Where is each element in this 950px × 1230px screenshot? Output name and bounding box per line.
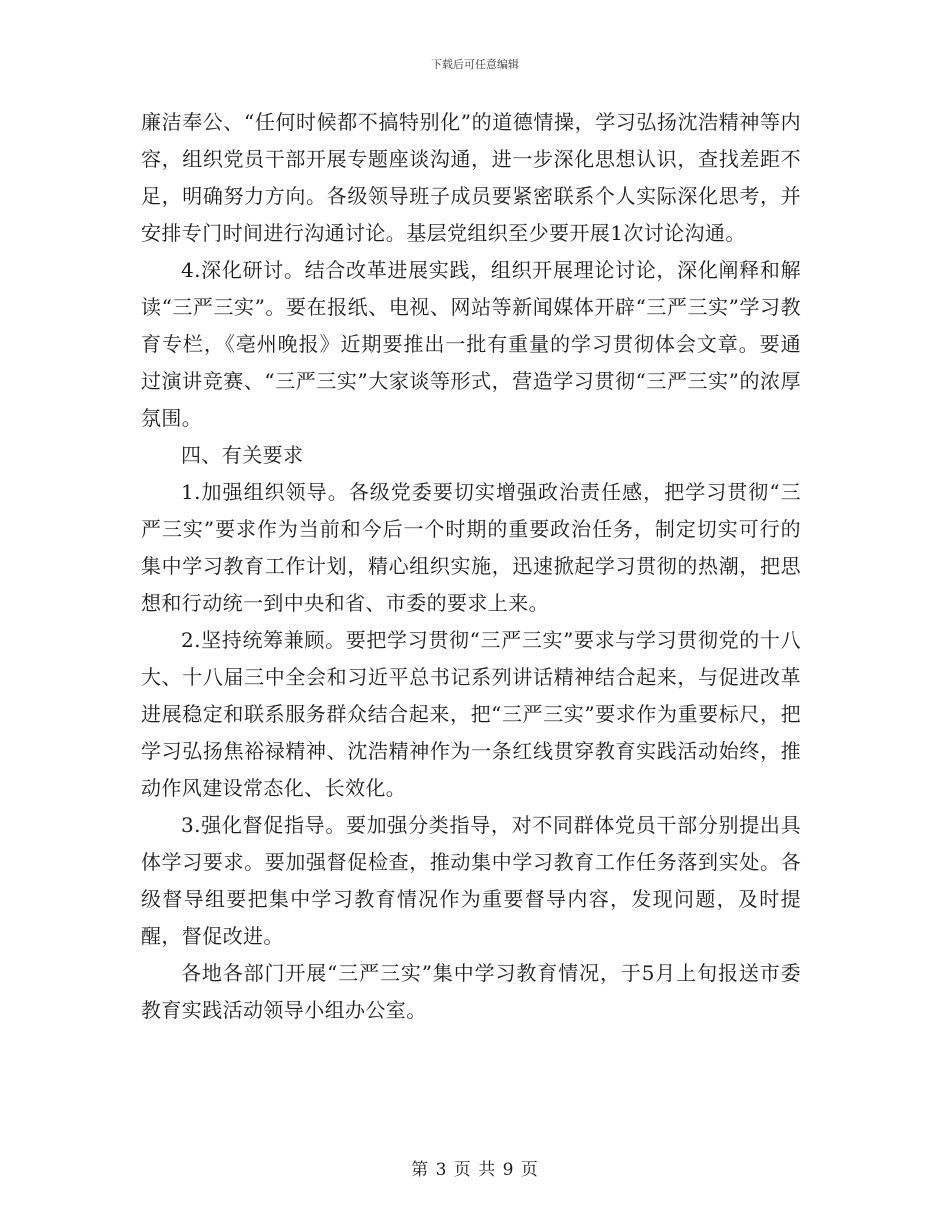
paragraph-requirement-1: 1.加强组织领导。各级党委要切实增强政治责任感，把学习贯彻“三严三实”要求作为当前和今后一个时期的重要政治任务，制定切实可行的集中学习教育工作计划，精心组织实施，迅速掀起学习贯彻的热潮，把思想和行动统一到中央和省、市委的要求上来。: [141, 480, 801, 615]
section-heading-requirements: 四、有关要求: [181, 443, 304, 467]
paragraph-requirement-3: 3.强化督促指导。要加强分类指导，对不同群体党员干部分别提出具体学习要求。要加强督促检查，推动集中学习教育工作任务落到实处。各级督导组要把集中学习教育情况作为重要督导内容，发现问题，及时提醒，督促改进。: [141, 813, 801, 948]
paragraph-continuation: 廉洁奉公、“任何时候都不搞特别化”的道德情操，学习弘扬沈浩精神等内容，组织党员干部开展专题座谈沟通，进一步深化思想认识，查找差距不足，明确努力方向。各级领导班子成员要紧密联系个人实际深化思考，并安排专门时间进行沟通讨论。基层党组织至少要开展1次讨论沟通。: [141, 110, 801, 245]
page-header-note: 下载后可任意编辑: [431, 58, 519, 71]
paragraph-closing: 各地各部门开展“三严三实”集中学习教育情况，于5月上旬报送市委教育实践活动领导小组办公室。: [141, 961, 801, 1022]
page-number-footer: 第 3 页 共 9 页: [411, 1160, 539, 1180]
paragraph-item-4: 4.深化研讨。结合改革进展实践，组织开展理论讨论，深化阐释和解读“三严三实”。要在报纸、电视、网站等新闻媒体开辟“三严三实”学习教育专栏，《亳州晚报》近期要推出一批有重量的学习贯彻体会文章。要通过演讲竞赛、“三严三实”大家谈等形式，营造学习贯彻“三严三实”的浓厚氛围。: [141, 258, 801, 430]
document-body: [141, 104, 801, 1029]
paragraph-requirement-2: 2.坚持统筹兼顾。要把学习贯彻“三严三实”要求与学习贯彻党的十八大、十八届三中全会和习近平总书记系列讲话精神结合起来，与促进改革进展稳定和联系服务群众结合起来，把“三严三实”要求作为重要标尺，把学习弘扬焦裕禄精神、沈浩精神作为一条红线贯穿教育实践活动始终，推动作风建设常态化、长效化。: [141, 628, 801, 800]
